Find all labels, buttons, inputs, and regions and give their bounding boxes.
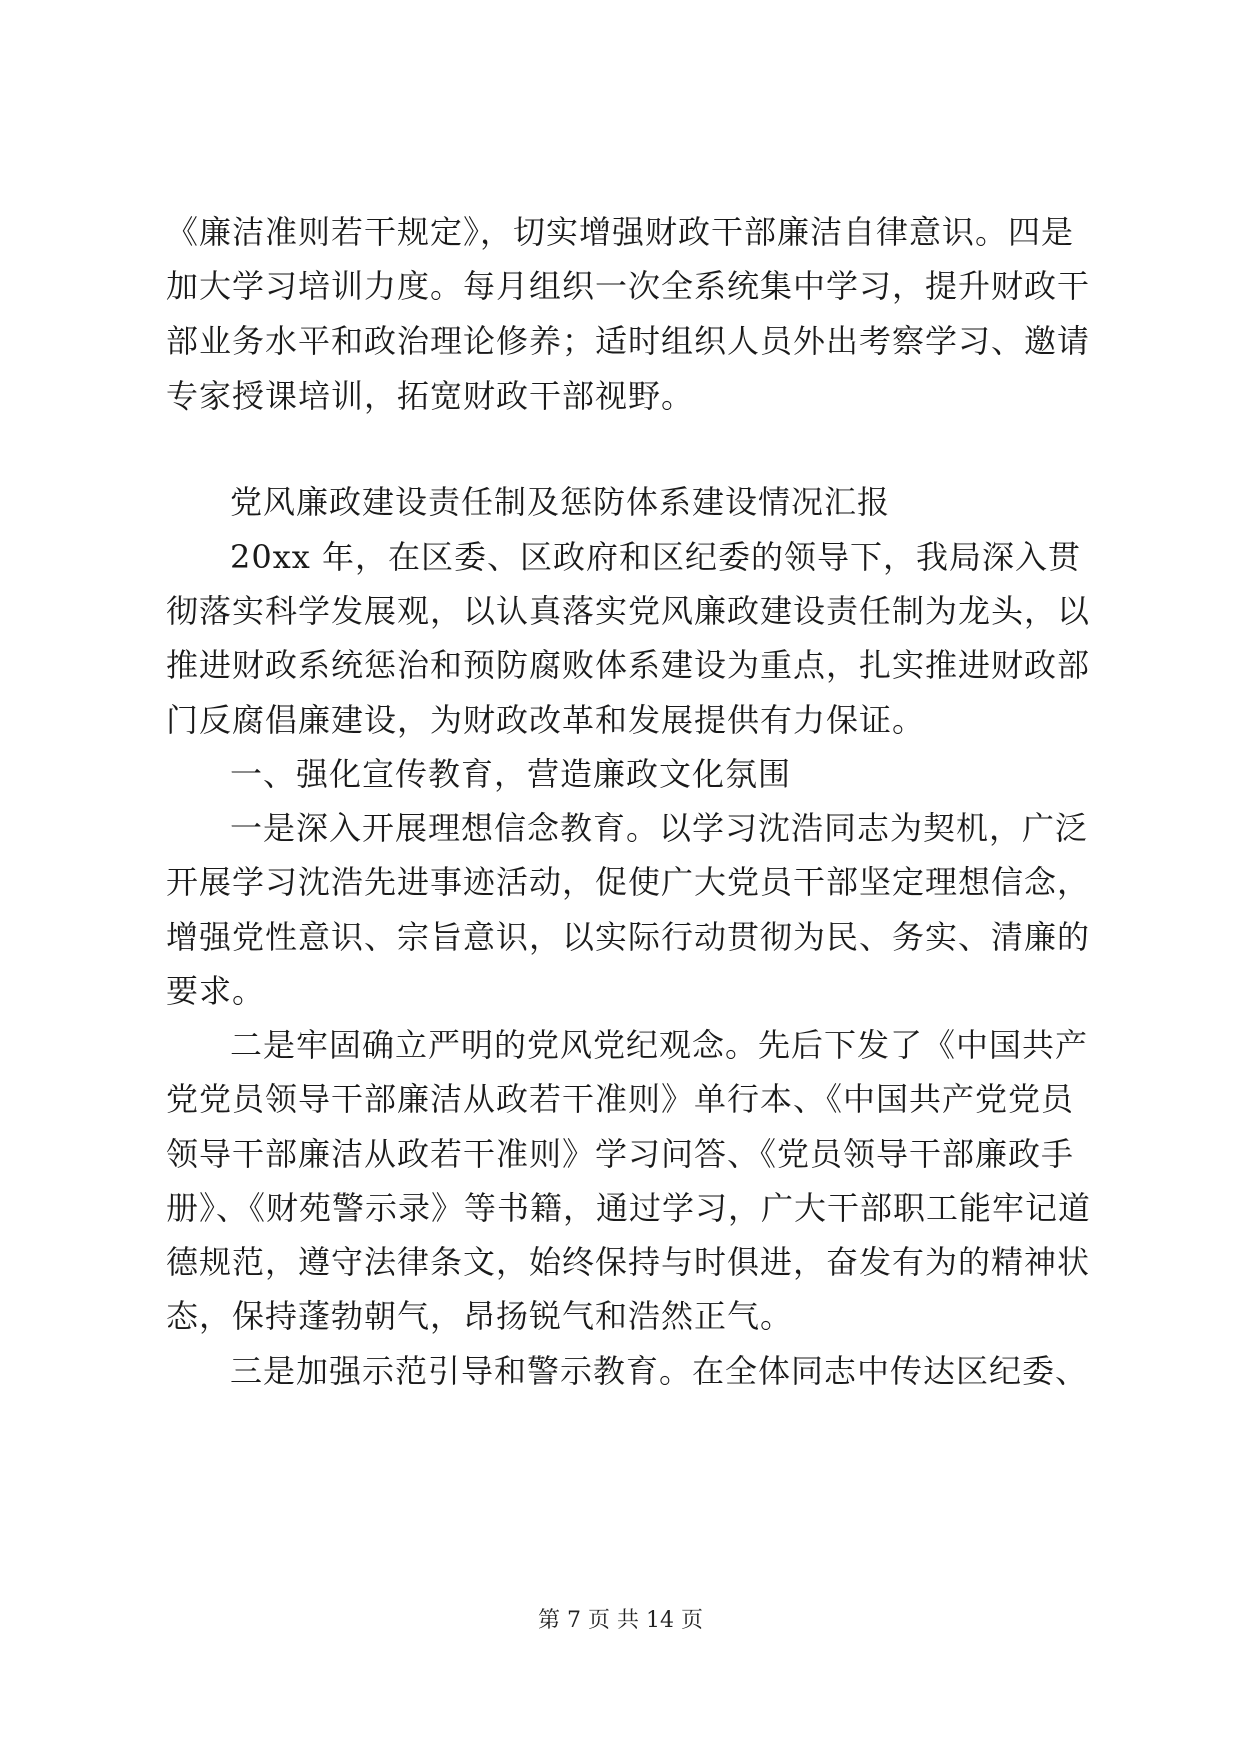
text-line: 增强党性意识、宗旨意识，以实际行动贯彻为民、务实、清廉的 [166,918,1091,956]
text-line: 态，保持蓬勃朝气，昂扬锐气和浩然正气。 [166,1297,794,1335]
text-line: 三是加强示范引导和警示教育。在全体同志中传达区纪委、 [230,1352,1089,1390]
text-line: 册》、《财苑警示录》等书籍，通过学习，广大干部职工能牢记道 [166,1189,1092,1227]
text-line: 部业务水平和政治理论修养；适时组织人员外出考察学习、邀请 [166,322,1091,360]
text-line: 彻落实科学发展观，以认真落实党风廉政建设责任制为龙头，以 [166,592,1091,630]
text-line: 《廉洁准则若干规定》，切实增强财政干部廉洁自律意识。四是 [166,213,1075,251]
text-line: 加大学习培训力度。每月组织一次全系统集中学习，提升财政干 [166,267,1091,305]
text-line: 门反腐倡廉建设，为财政改革和发展提供有力保证。 [166,701,926,739]
text-line: 20xx 年，在区委、区政府和区纪委的领导下，我局深入贯 [230,538,1081,576]
text-line: 领导干部廉洁从政若干准则》学习问答、《党员领导干部廉政手 [166,1135,1075,1173]
text-line: 要求。 [166,972,266,1010]
page-number-footer: 第 7 页 共 14 页 [538,1608,703,1633]
text-line: 开展学习沈浩先进事迹活动，促使广大党员干部坚定理想信念， [166,863,1091,901]
text-line: 党党员领导干部廉洁从政若干准则》单行本、《中国共产党党员 [166,1080,1075,1118]
text-line: 一是深入开展理想信念教育。以学习沈浩同志为契机，广泛 [230,809,1089,847]
text-line: 推进财政系统惩治和预防腐败体系建设为重点，扎实推进财政部 [166,646,1091,684]
section-title: 党风廉政建设责任制及惩防体系建设情况汇报 [230,483,891,521]
text-line: 二是牢固确立严明的党风党纪观念。先后下发了《中国共产 [230,1026,1089,1064]
text-line: 德规范，遵守法律条文，始终保持与时俱进，奋发有为的精神状 [166,1243,1091,1281]
text-line: 专家授课培训，拓宽财政干部视野。 [166,377,695,415]
section-heading: 一、强化宣传教育，营造廉政文化氛围 [230,755,792,793]
